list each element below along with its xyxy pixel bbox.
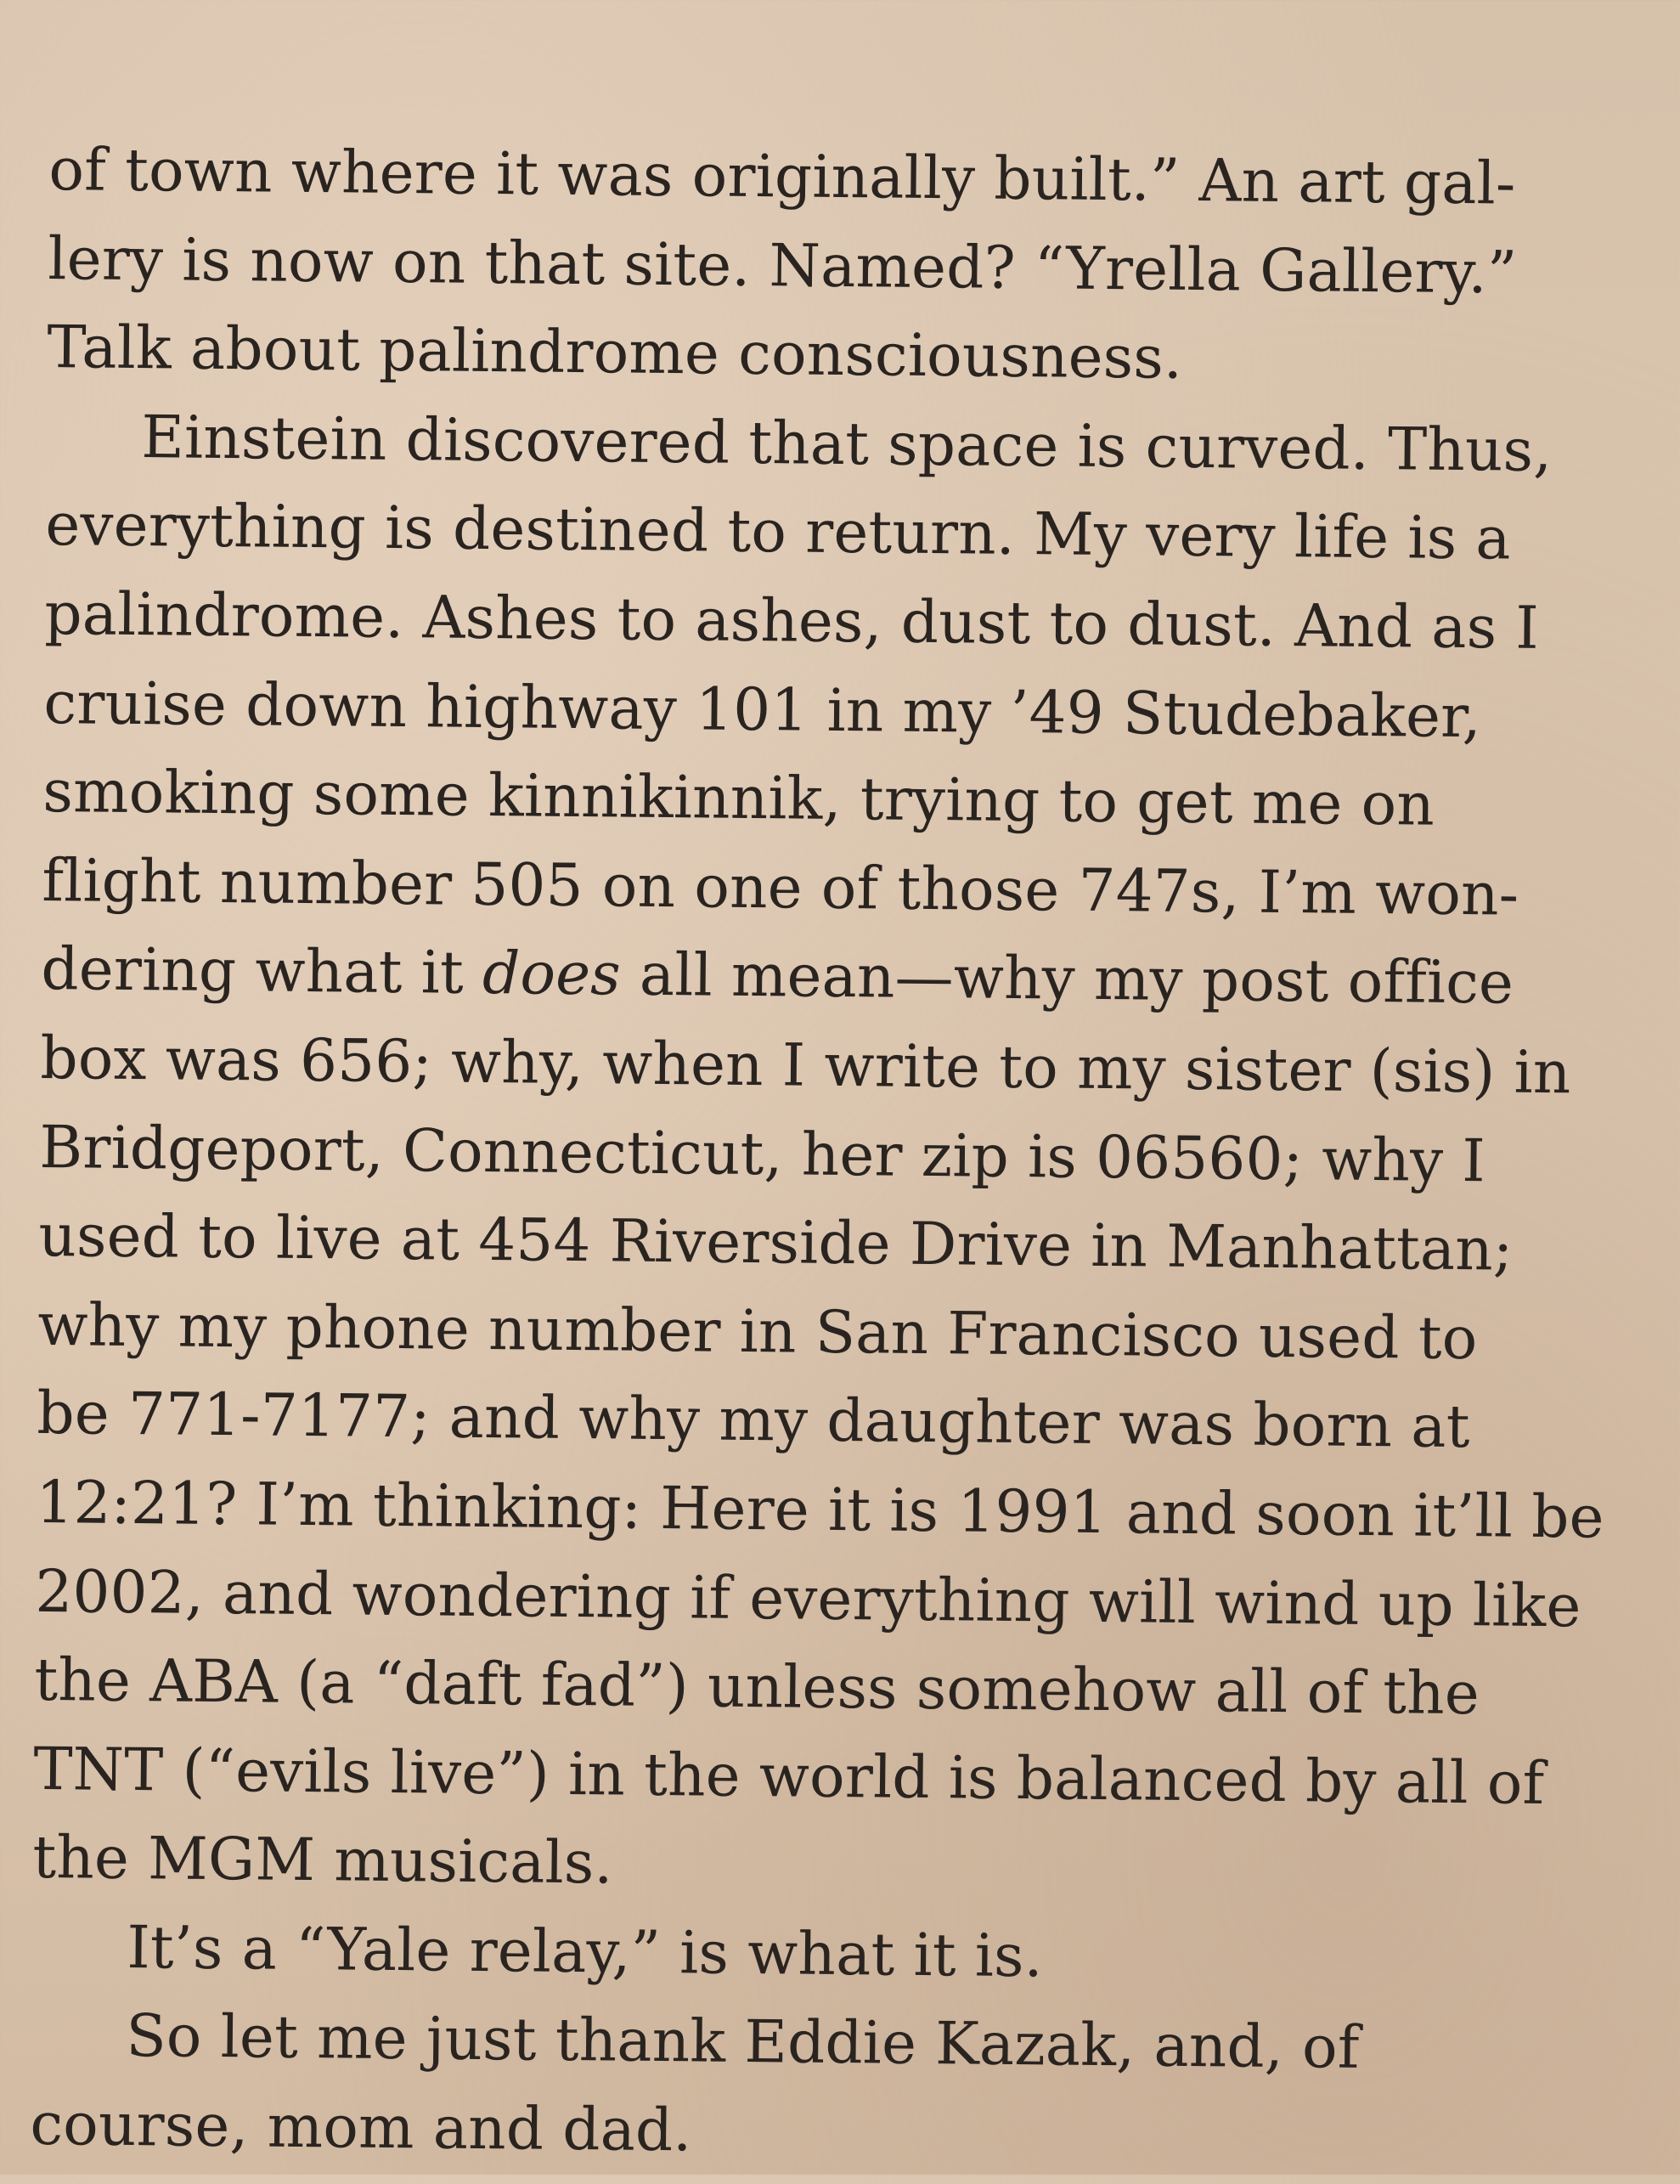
text-line: used to live at 454 Riverside Drive in Manhattan; <box>38 1202 1514 1284</box>
text-line: 12:21? I’m thinking: Here it is 1991 and soon it’ll be <box>36 1468 1604 1552</box>
text-line: everything is destined to return. My very life is a <box>45 491 1512 573</box>
body-text <box>30 126 1604 2184</box>
text-line: TNT (“evils live”) in the world is balanced by all of <box>33 1735 1545 1818</box>
text-line: be 771-7177; and why my daughter was born at <box>37 1380 1471 1462</box>
text-line: flight number 505 on one of those 747s, I’m won- <box>42 846 1519 929</box>
text-line: palindrome. Ashes to ashes, dust to dust. And as I <box>44 579 1540 663</box>
paragraph-start-line: It’s a “Yale relay,” is what it is. <box>127 1913 1044 1991</box>
text-line: Bridgeport, Connecticut, her zip is 06560; why I <box>39 1113 1486 1195</box>
text-line: of town where it was originally built.” An art gal- <box>48 135 1516 218</box>
text-line: cruise down highway 101 in my ’49 Studebaker, <box>43 669 1482 751</box>
text-line: lery is now on that site. Named? “Yrella Gallery.” <box>48 224 1518 308</box>
text-line <box>41 925 1596 1029</box>
text-line: why my phone number in San Francisco used to <box>37 1290 1478 1373</box>
text-segment: dering what it <box>41 935 483 1008</box>
paragraph-start-line: So let me just thank Eddie Kazak, and, of <box>126 2002 1360 2083</box>
text-line: box was 656; why, when I write to my sister (sis) in <box>40 1024 1571 1108</box>
text-line: smoking some kinnikinnik, trying to get me on <box>42 758 1435 839</box>
italic-word: does <box>482 940 622 1009</box>
paragraph-start-line: Einstein discovered that space is curved. Thus, <box>141 403 1553 485</box>
text-line: the ABA (a “daft fad”) unless somehow all of the <box>34 1646 1480 1729</box>
text-line: 2002, and wondering if everything will wind up like <box>35 1557 1581 1640</box>
text-line: course, mom and dad. <box>30 2090 692 2165</box>
text-segment: all mean—why my post office <box>620 940 1514 1018</box>
text-line: Talk about palindrome consciousness. <box>47 313 1183 393</box>
text-line: the MGM musicals. <box>32 1824 614 1898</box>
